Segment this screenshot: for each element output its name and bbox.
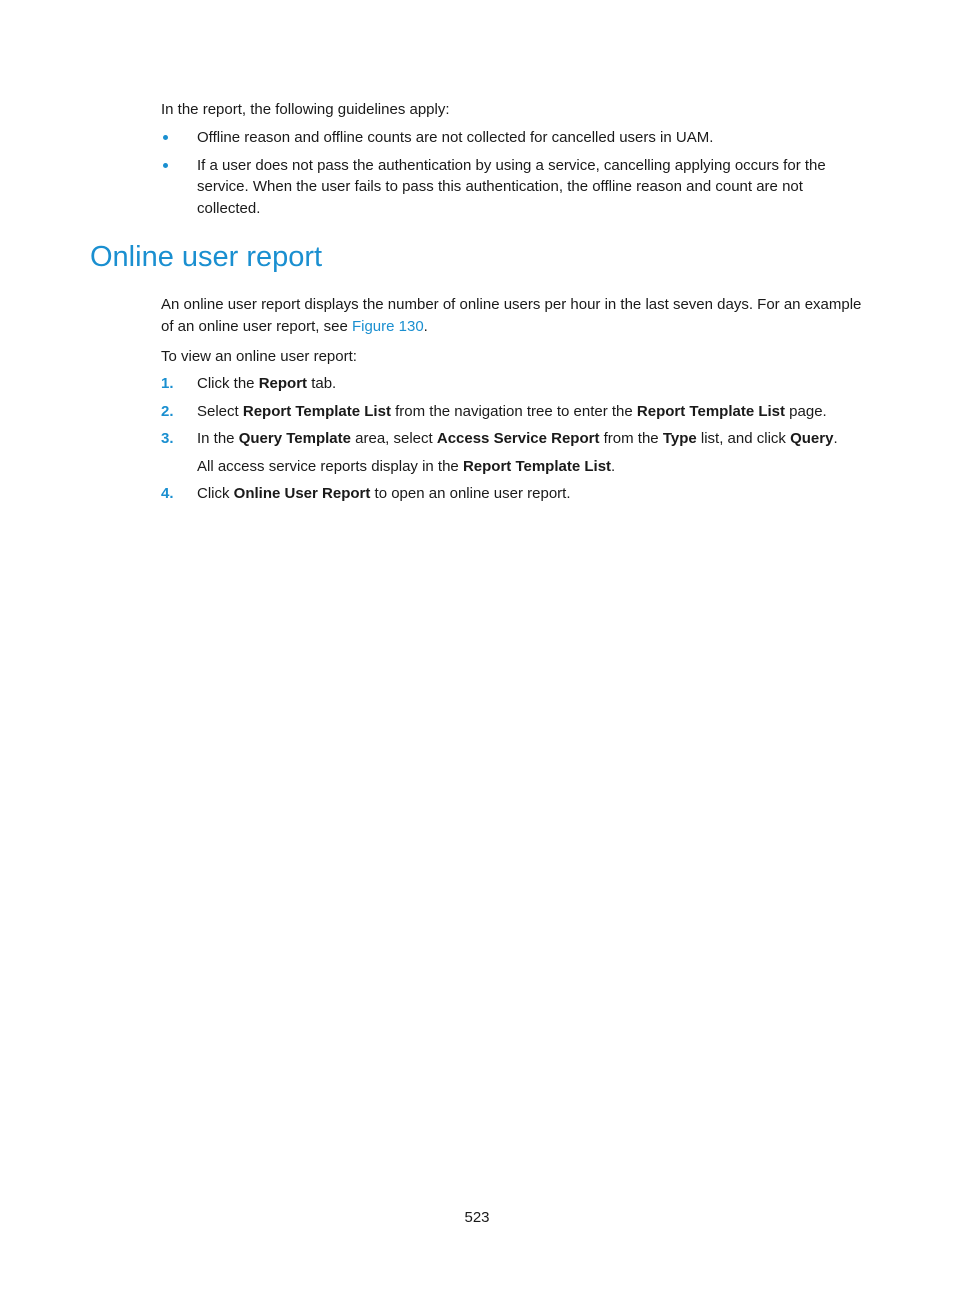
ui-term: Report bbox=[258, 375, 308, 392]
step-text-part: to open an online user report. bbox=[370, 485, 571, 502]
step-text-part: . bbox=[833, 430, 838, 447]
ui-term: Report Template List bbox=[636, 403, 785, 420]
page-number: 523 bbox=[464, 1209, 490, 1226]
step-text-part: from the navigation tree to enter the bbox=[390, 403, 637, 420]
ui-term: Report Template List bbox=[462, 458, 612, 475]
step-number: 4. bbox=[161, 485, 174, 502]
step-text-part: from the bbox=[599, 430, 663, 447]
step-number: 1. bbox=[161, 375, 174, 392]
step-text-part: Click the bbox=[197, 375, 259, 392]
step-number: 2. bbox=[161, 403, 174, 420]
ui-term: Query bbox=[790, 430, 834, 447]
step-text-part: . bbox=[611, 458, 616, 475]
paragraph-text: An online user report displays the number of online users per hour in the last seven days. For an example of an online user report, see bbox=[161, 296, 862, 335]
step-text bbox=[197, 401, 867, 423]
procedure-intro: To view an online user report: bbox=[161, 348, 357, 365]
list-item bbox=[161, 155, 866, 220]
step-text-part: In the bbox=[197, 430, 239, 447]
step-text bbox=[197, 483, 867, 505]
ui-term: Report Template List bbox=[242, 403, 391, 420]
step-text-part: Click bbox=[197, 485, 234, 502]
step-text-part: tab. bbox=[307, 375, 337, 392]
step-number: 3. bbox=[161, 430, 174, 447]
step-text-part: Select bbox=[197, 403, 243, 420]
paragraph-text: . bbox=[423, 317, 428, 335]
step-text bbox=[197, 428, 867, 450]
intro-text: In the report, the following guidelines apply: bbox=[161, 101, 450, 118]
ui-term: Query Template bbox=[238, 430, 351, 447]
step-3-result bbox=[197, 456, 867, 478]
ui-term: Online User Report bbox=[233, 485, 371, 502]
bullet-text: If a user does not pass the authentication by using a service, cancelling applying occurs for the service. When the user fails to pass this authentication, the offline reason and count are not collected. bbox=[197, 156, 826, 217]
section-heading: Online user report bbox=[90, 241, 323, 273]
step-text-part: page. bbox=[785, 403, 827, 420]
bullet-dot-icon bbox=[163, 135, 168, 140]
step-text-part: All access service reports display in the bbox=[197, 458, 463, 475]
step-text-part: list, and click bbox=[696, 430, 791, 447]
guidelines-list bbox=[161, 127, 866, 225]
description-paragraph bbox=[161, 294, 866, 337]
list-item bbox=[161, 127, 866, 149]
bullet-text: Offline reason and offline counts are not collected for cancelled users in UAM. bbox=[197, 129, 714, 146]
step-text-part: area, select bbox=[350, 430, 437, 447]
bullet-dot-icon bbox=[163, 163, 168, 168]
figure-link[interactable]: Figure 130 bbox=[351, 317, 424, 335]
ui-term: Type bbox=[662, 430, 697, 447]
step-text bbox=[197, 373, 867, 395]
ui-term: Access Service Report bbox=[436, 430, 600, 447]
